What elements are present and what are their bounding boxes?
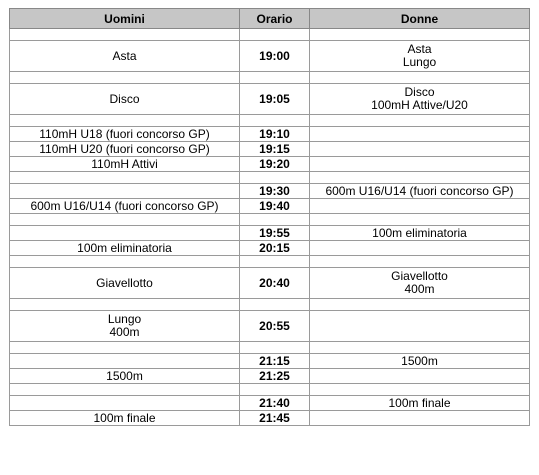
time-cell-text: 19:15 [259,141,290,156]
time-cell-text: 20:15 [259,240,290,255]
time-cell [240,354,310,369]
time-cell [240,142,310,157]
men-cell [10,299,240,311]
schedule-row [10,369,530,384]
women-cell [310,29,530,41]
men-cell-text: 400m [109,325,140,339]
time-cell [240,72,310,84]
women-cell [310,172,530,184]
schedule-row [10,354,530,369]
header-women: Donne [310,9,530,29]
time-cell-text: 20:55 [259,318,290,333]
time-cell-text: 19:05 [259,91,290,106]
women-cell [310,127,530,142]
men-cell-text: 600m U16/U14 (fuori concorso GP) [30,198,219,213]
women-cell [310,256,530,268]
men-cell [10,396,240,411]
time-cell-text: 19:30 [259,183,290,198]
women-cell [310,354,530,369]
women-cell [310,311,530,342]
women-cell [310,157,530,172]
women-cell [310,84,530,115]
men-cell-text: 1500m [106,368,143,383]
schedule-row [10,157,530,172]
time-cell-text: 21:15 [259,353,290,368]
schedule-row [10,142,530,157]
schedule-row [10,411,530,426]
header-men: Uomini [10,9,240,29]
men-cell [10,142,240,157]
women-cell [310,411,530,426]
time-cell [240,84,310,115]
women-cell-text: Lungo [402,55,437,69]
schedule-row [10,199,530,214]
women-cell [310,41,530,72]
schedule-row [10,241,530,256]
men-cell [10,41,240,72]
schedule-row [10,127,530,142]
women-cell-text: 100mH Attive/U20 [371,98,468,112]
time-cell [240,241,310,256]
time-cell-text: 21:45 [259,410,290,425]
schedule-row [10,268,530,299]
men-cell [10,369,240,384]
men-cell-text: 100m eliminatoria [77,240,172,255]
men-cell [10,214,240,226]
header-row [10,9,530,29]
time-cell-text: 19:20 [259,156,290,171]
women-cell-text: Asta [407,42,432,56]
women-cell [310,299,530,311]
women-cell [310,396,530,411]
women-cell [310,142,530,157]
schedule-row [10,226,530,241]
spacer-row [10,256,530,268]
time-cell [240,226,310,241]
men-cell [10,127,240,142]
men-cell [10,184,240,199]
women-cell-text: Giavellotto [391,269,448,283]
spacer-row [10,214,530,226]
men-cell [10,199,240,214]
men-cell-text: Disco [109,91,140,106]
women-cell [310,72,530,84]
time-cell-text: 21:25 [259,368,290,383]
spacer-row [10,342,530,354]
time-cell [240,396,310,411]
women-cell-text: Disco [404,85,435,99]
time-cell-text: 19:40 [259,198,290,213]
men-cell-text: 110mH U20 (fuori concorso GP) [39,141,210,156]
time-cell [240,29,310,41]
schedule-table [9,8,530,426]
men-cell-text: 110mH Attivi [91,156,158,171]
time-cell [240,411,310,426]
time-cell [240,268,310,299]
men-cell [10,72,240,84]
women-cell [310,214,530,226]
men-cell [10,241,240,256]
men-cell-text: Lungo [107,312,142,326]
men-cell-text: 100m finale [93,410,156,425]
women-cell [310,268,530,299]
spacer-row [10,172,530,184]
women-cell [310,115,530,127]
schedule-row [10,41,530,72]
time-cell [240,342,310,354]
time-cell [240,172,310,184]
header-time: Orario [240,9,310,29]
time-cell [240,214,310,226]
time-cell [240,157,310,172]
time-cell-text: 21:40 [259,395,290,410]
men-cell [10,226,240,241]
men-cell [10,411,240,426]
spacer-row [10,299,530,311]
women-cell-text: 600m U16/U14 (fuori concorso GP) [325,183,514,198]
schedule-row [10,84,530,115]
men-cell [10,311,240,342]
time-cell [240,311,310,342]
time-cell [240,256,310,268]
women-cell-text: 100m eliminatoria [372,225,467,240]
men-cell [10,115,240,127]
time-cell [240,127,310,142]
women-cell [310,384,530,396]
women-cell-text: 100m finale [388,395,451,410]
time-cell [240,115,310,127]
men-cell [10,157,240,172]
time-cell [240,184,310,199]
spacer-row [10,384,530,396]
schedule-row [10,311,530,342]
time-cell [240,369,310,384]
schedule-body [10,29,530,426]
time-cell-text: 19:00 [259,48,290,63]
spacer-row [10,72,530,84]
men-cell [10,172,240,184]
men-cell [10,342,240,354]
time-cell [240,41,310,72]
women-cell [310,369,530,384]
men-cell [10,354,240,369]
women-cell-text: 1500m [401,353,438,368]
men-cell [10,84,240,115]
time-cell-text: 20:40 [259,275,290,290]
time-cell-text: 19:55 [259,225,290,240]
schedule-row [10,184,530,199]
time-cell [240,199,310,214]
women-cell-text: 400m [404,282,435,296]
spacer-row [10,115,530,127]
women-cell [310,342,530,354]
time-cell [240,384,310,396]
men-cell [10,256,240,268]
time-cell [240,299,310,311]
women-cell [310,241,530,256]
men-cell-text: Asta [112,48,137,63]
women-cell [310,226,530,241]
men-cell [10,268,240,299]
women-cell [310,184,530,199]
time-cell-text: 19:10 [259,126,290,141]
schedule-row [10,396,530,411]
men-cell-text: Giavellotto [96,275,153,290]
men-cell-text: 110mH U18 (fuori concorso GP) [39,126,210,141]
men-cell [10,29,240,41]
men-cell [10,384,240,396]
spacer-row [10,29,530,41]
women-cell [310,199,530,214]
